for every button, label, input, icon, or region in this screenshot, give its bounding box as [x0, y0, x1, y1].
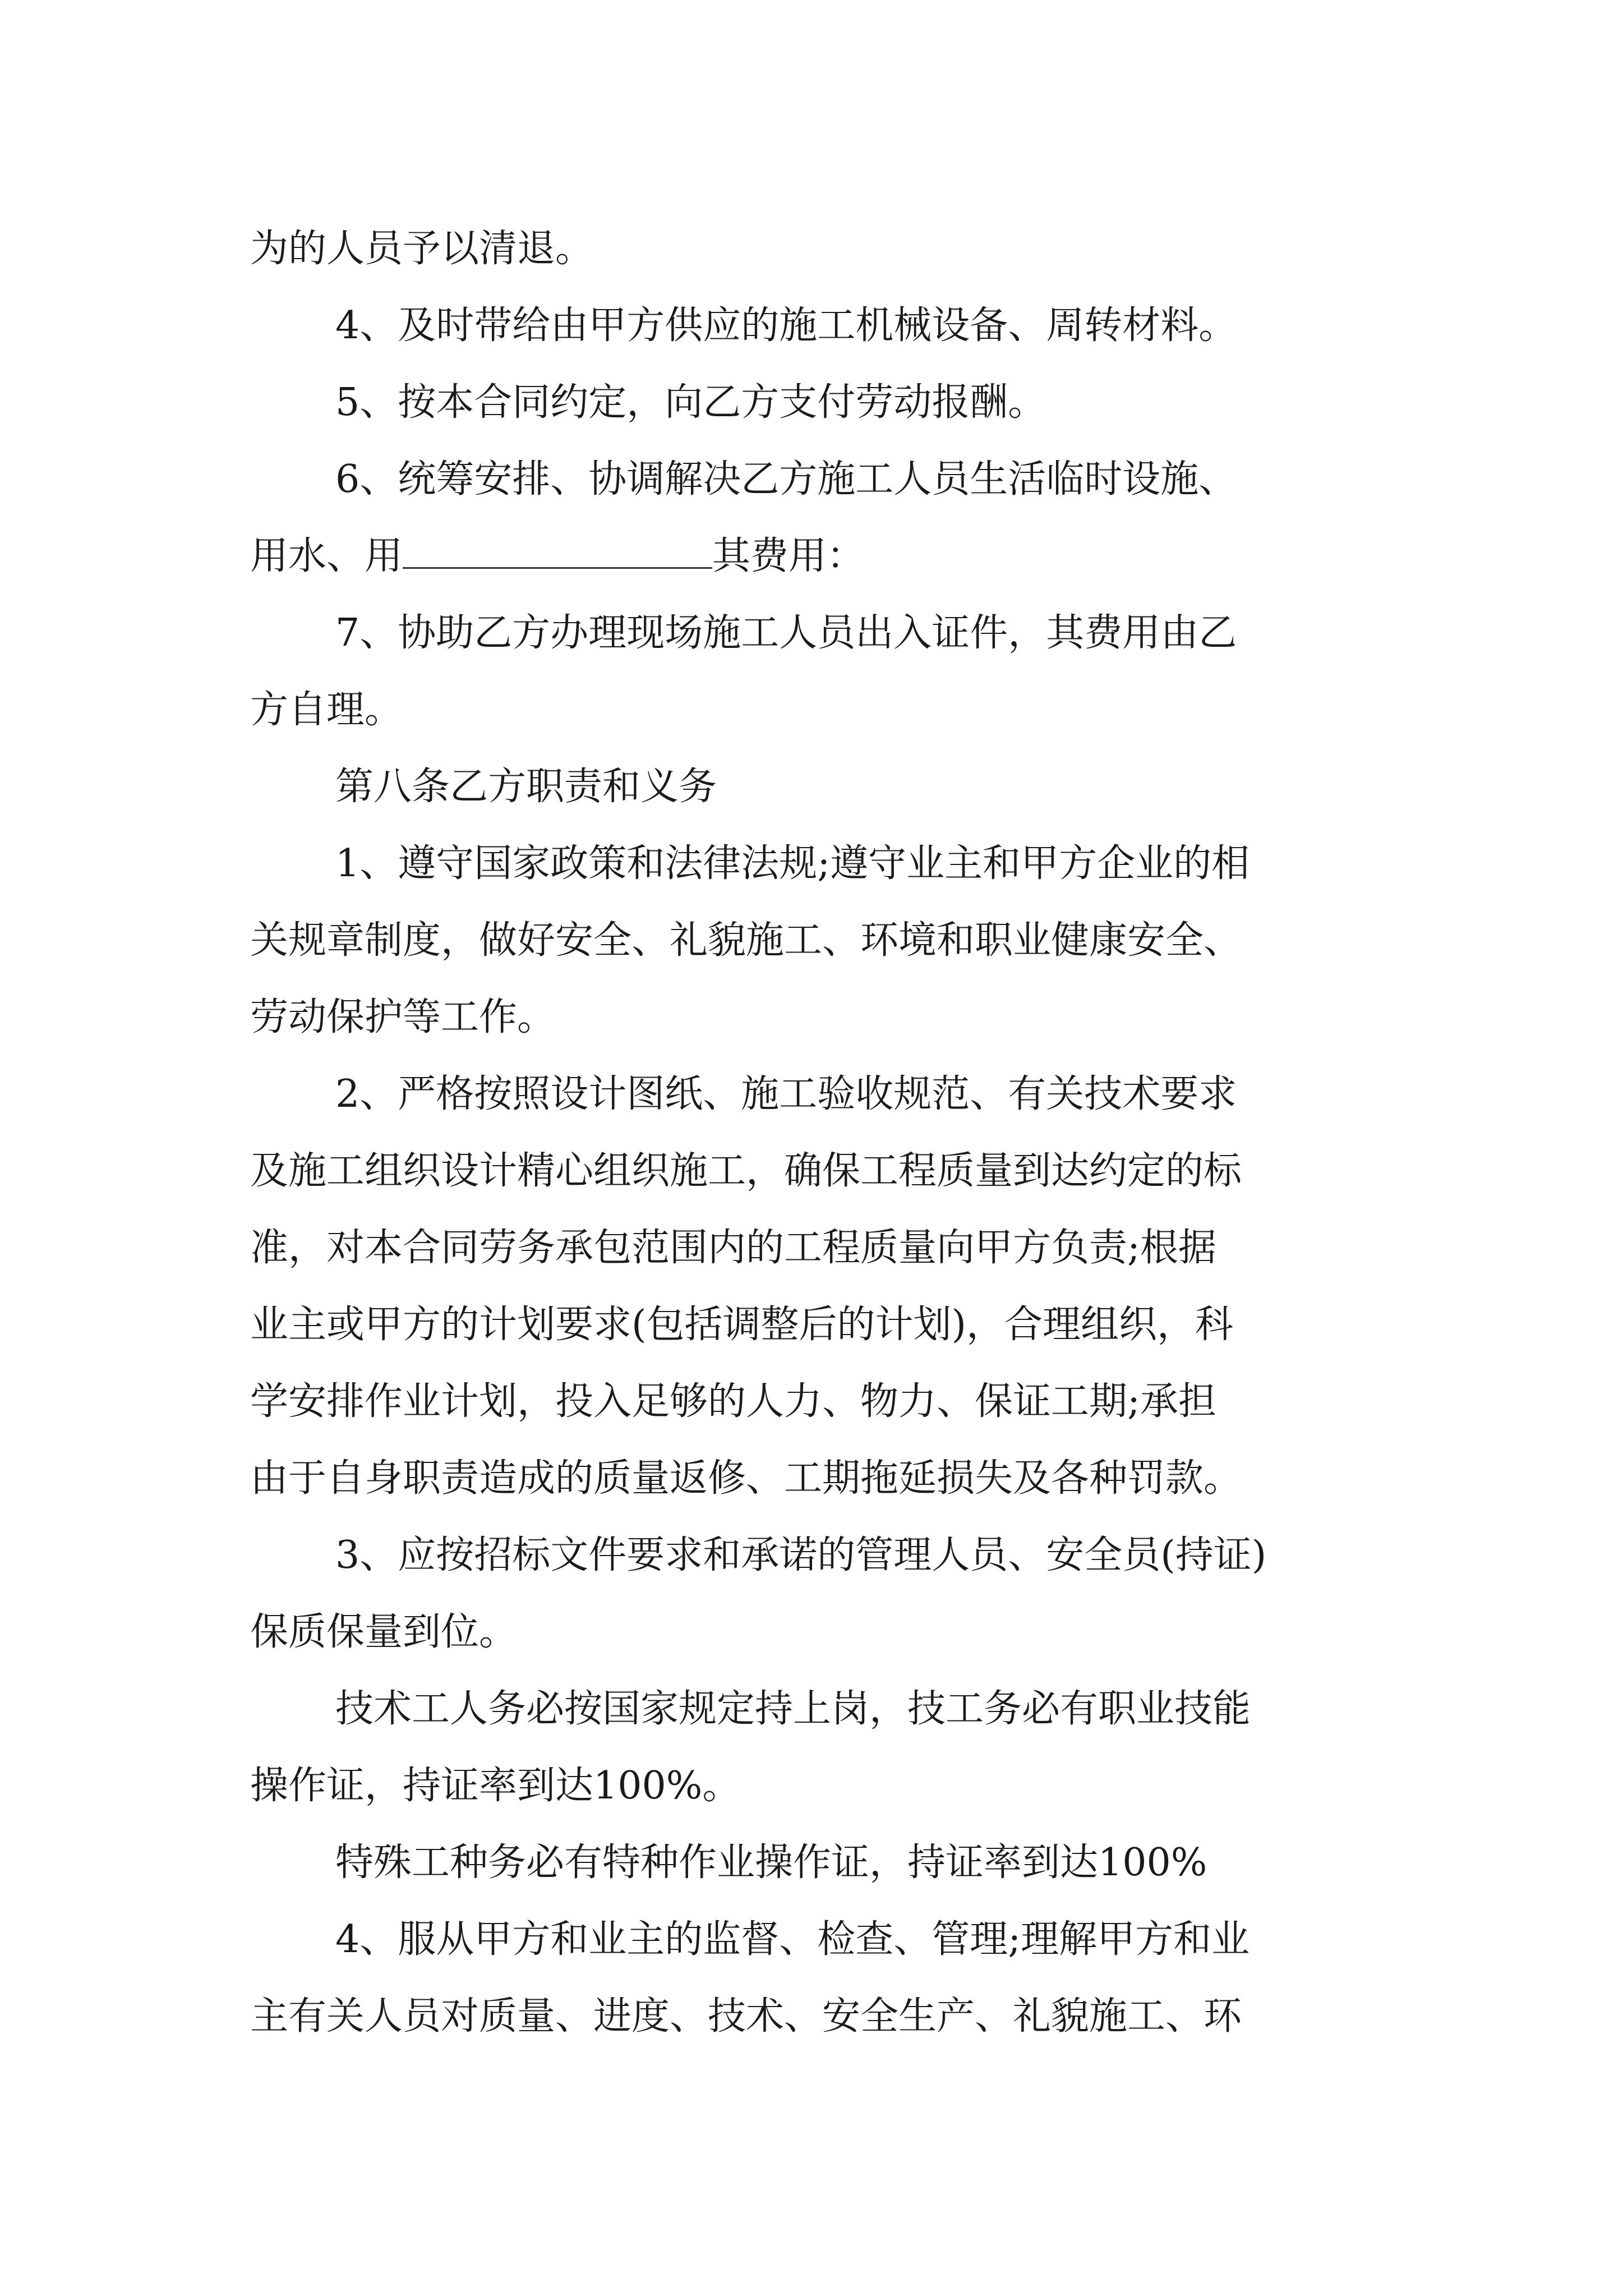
section-heading [250, 748, 1400, 825]
text-segment: 用水、用 [250, 534, 403, 578]
text-line: 关规章制度，做好安全、礼貌施工、环境和职业健康安全、 [250, 918, 1242, 963]
text-line: 2、严格按照设计图纸、施工验收规范、有关技术要求 [335, 1072, 1237, 1116]
paragraph [250, 364, 1400, 441]
text-line: 业主或甲方的计划要求(包括调整后的计划)，合理组织，科 [250, 1303, 1234, 1347]
paragraph [250, 595, 1400, 748]
text-line [250, 518, 1400, 595]
text-line: 由于自身职责造成的质量返修、工期拖延损失及各种罚款。 [250, 1456, 1242, 1501]
paragraph [250, 1824, 1400, 1901]
text-line: 3、应按招标文件要求和承诺的管理人员、安全员(持证) [335, 1533, 1267, 1577]
paragraph [250, 1056, 1400, 1517]
text-line: 主有关人员对质量、进度、技术、安全生产、礼貌施工、环 [250, 1994, 1242, 2039]
text-line: 特殊工种务必有特种作业操作证，持证率到达100% [335, 1841, 1207, 1885]
text-line: 7、协助乙方办理现场施工人员出入证件，其费用由乙 [335, 611, 1237, 655]
paragraph [250, 287, 1400, 364]
text-line: 方自理。 [250, 688, 403, 732]
text-line: 操作证，持证率到达100%。 [250, 1764, 741, 1808]
text-line: 6、统筹安排、协调解决乙方施工人员生活临时设施、 [335, 457, 1237, 501]
text-line: 劳动保护等工作。 [250, 995, 556, 1039]
paragraph [250, 210, 1400, 287]
text-line: 及施工组织设计精心组织施工，确保工程质量到达约定的标 [250, 1149, 1242, 1193]
paragraph [250, 441, 1400, 595]
text-line: 保质保量到位。 [250, 1610, 518, 1654]
text-line: 为的人员予以清退。 [250, 227, 594, 271]
text-line: 1、遵守国家政策和法律法规;遵守业主和甲方企业的相 [335, 841, 1250, 886]
text-line: 技术工人务必按国家规定持上岗，技工务必有职业技能 [335, 1687, 1251, 1731]
paragraph [250, 1901, 1400, 2055]
text-line: 第八条乙方职责和义务 [335, 765, 717, 809]
text-line: 4、服从甲方和业主的监督、检查、管理;理解甲方和业 [335, 1917, 1250, 1962]
text-line: 学安排作业计划，投入足够的人力、物力、保证工期;承担 [250, 1379, 1216, 1424]
text-line: 5、按本合同约定，向乙方支付劳动报酬。 [335, 380, 1046, 425]
paragraph [250, 1671, 1400, 1824]
text-line: 准，对本合同劳务承包范围内的工程质量向甲方负责;根据 [250, 1226, 1216, 1270]
paragraph [250, 1517, 1400, 1671]
paragraph [250, 825, 1400, 1056]
fill-in-blank [403, 533, 712, 569]
text-segment: 其费用： [712, 534, 865, 578]
text-line: 4、及时带给由甲方供应的施工机械设备、周转材料。 [335, 303, 1237, 348]
document-body [250, 210, 1400, 2055]
